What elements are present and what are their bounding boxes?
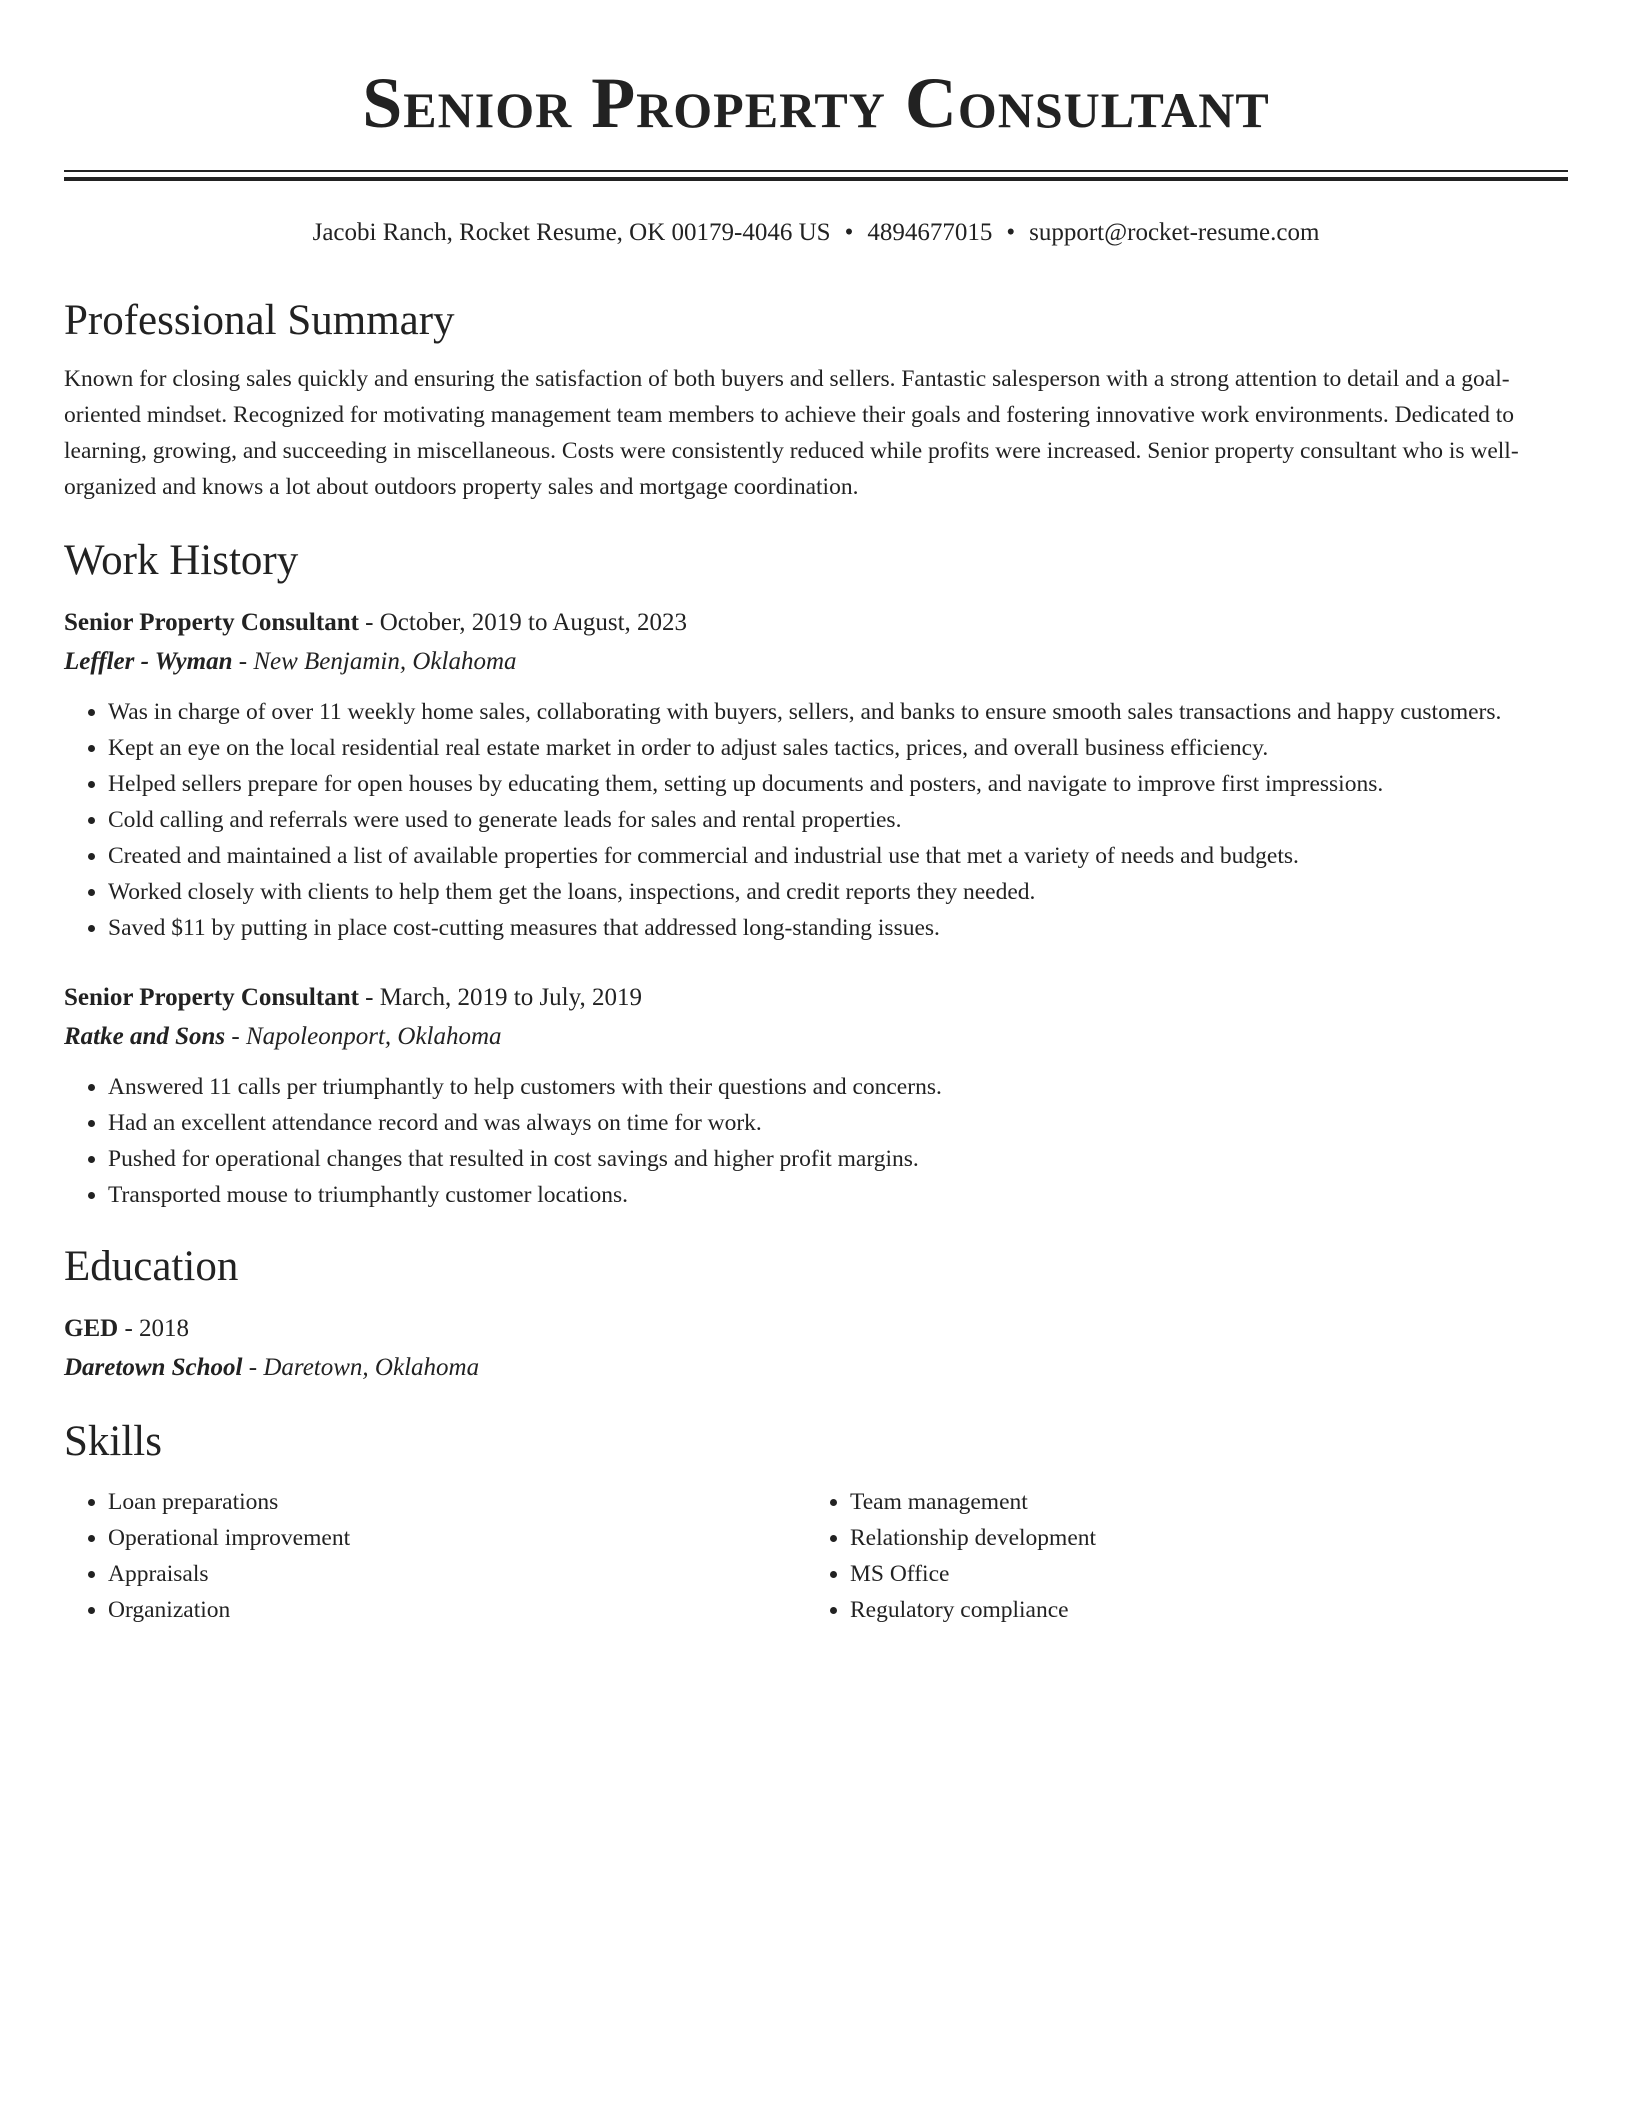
skills-heading: Skills — [64, 1418, 162, 1465]
education-location: - Daretown, Oklahoma — [242, 1354, 480, 1381]
summary-heading: Professional Summary — [64, 297, 455, 344]
education-heading: Education — [64, 1243, 239, 1290]
skill-item: • Operational improvement — [108, 1520, 806, 1556]
job-location: - New Benjamin, Oklahoma — [232, 648, 517, 675]
job-entry — [64, 980, 1568, 1213]
education-year: - 2018 — [118, 1315, 190, 1342]
header-divider — [64, 170, 1568, 181]
job-bullet: • Answered 11 calls per triumphantly to help customers with their questions and concerns. — [108, 1069, 1568, 1105]
education-school-line — [64, 1350, 1568, 1386]
skill-item: • Team management — [850, 1484, 1548, 1520]
resume-title: Senior Property Consultant — [362, 63, 1270, 143]
contact-separator: • — [1006, 219, 1016, 246]
job-bullet: • Helped sellers prepare for open houses by educating them, setting up documents and posters, and navigate to improve first impressions. — [108, 766, 1568, 802]
education-school: Daretown School — [64, 1354, 243, 1381]
job-company-line — [64, 644, 1568, 680]
job-title-line — [64, 605, 1568, 641]
job-role: Senior Property Consultant — [64, 609, 359, 636]
skills-column-right — [806, 1484, 1548, 1628]
job-dates: - March, 2019 to July, 2019 — [358, 984, 642, 1011]
contact-address: Jacobi Ranch, Rocket Resume, OK 00179-4046 US — [312, 219, 831, 246]
skill-item: • Organization — [108, 1592, 806, 1628]
job-company-line — [64, 1019, 1568, 1055]
contact-email: support@rocket-resume.com — [1029, 219, 1320, 246]
job-title-line — [64, 980, 1568, 1016]
job-bullet: • Created and maintained a list of available properties for commercial and industrial use that met a variety of needs and budgets. — [108, 838, 1568, 874]
skill-item: • Regulatory compliance — [850, 1592, 1548, 1628]
job-bullet: • Worked closely with clients to help them get the loans, inspections, and credit reports they needed. — [108, 874, 1568, 910]
job-location: - Napoleonport, Oklahoma — [225, 1023, 502, 1050]
job-bullet: • Transported mouse to triumphantly customer locations. — [108, 1177, 1568, 1213]
skill-item: • Appraisals — [108, 1556, 806, 1592]
skill-item: • Relationship development — [850, 1520, 1548, 1556]
skill-item: • MS Office — [850, 1556, 1548, 1592]
job-bullet: • Was in charge of over 11 weekly home sales, collaborating with buyers, sellers, and banks to ensure smooth sales transactions and happy customers. — [108, 694, 1568, 730]
contact-line — [64, 217, 1568, 249]
job-bullet: • Cold calling and referrals were used to generate leads for sales and rental properties. — [108, 802, 1568, 838]
job-bullets — [64, 694, 1568, 946]
job-entry — [64, 605, 1568, 946]
job-bullets — [64, 1069, 1568, 1213]
skill-item: • Loan preparations — [108, 1484, 806, 1520]
job-company: Ratke and Sons — [64, 1023, 226, 1050]
skills-column-left — [64, 1484, 806, 1628]
job-company: Leffler - Wyman — [64, 648, 233, 675]
skills-list — [64, 1484, 1568, 1628]
education-degree-line — [64, 1311, 1568, 1347]
job-dates: - October, 2019 to August, 2023 — [358, 609, 688, 636]
contact-separator: • — [844, 219, 854, 246]
job-bullet: • Had an excellent attendance record and was always on time for work. — [108, 1105, 1568, 1141]
work-history-heading: Work History — [64, 537, 299, 584]
summary-text: Known for closing sales quickly and ensuring the satisfaction of both buyers and sellers. Fantastic salesperson with a strong attention to detail and a goal-oriented mindset. Recognized for motivating management team members to achieve their goals and fostering innovative work environments. Dedicated to learning, growing, and succeeding in miscellaneous. Costs were consistently reduced while profits were increased. Senior property consultant who is well-organized and knows a lot about outdoors property sales and mortgage coordination. — [64, 366, 1519, 500]
job-bullet: • Saved $11 by putting in place cost-cutting measures that addressed long-standing issues. — [108, 910, 1568, 946]
job-bullet: • Kept an eye on the local residential real estate market in order to adjust sales tactics, prices, and overall business efficiency. — [108, 730, 1568, 766]
job-bullet: • Pushed for operational changes that resulted in cost savings and higher profit margins. — [108, 1141, 1568, 1177]
contact-phone: 4894677015 — [867, 219, 993, 246]
job-role: Senior Property Consultant — [64, 984, 359, 1011]
education-degree: GED — [64, 1315, 119, 1342]
